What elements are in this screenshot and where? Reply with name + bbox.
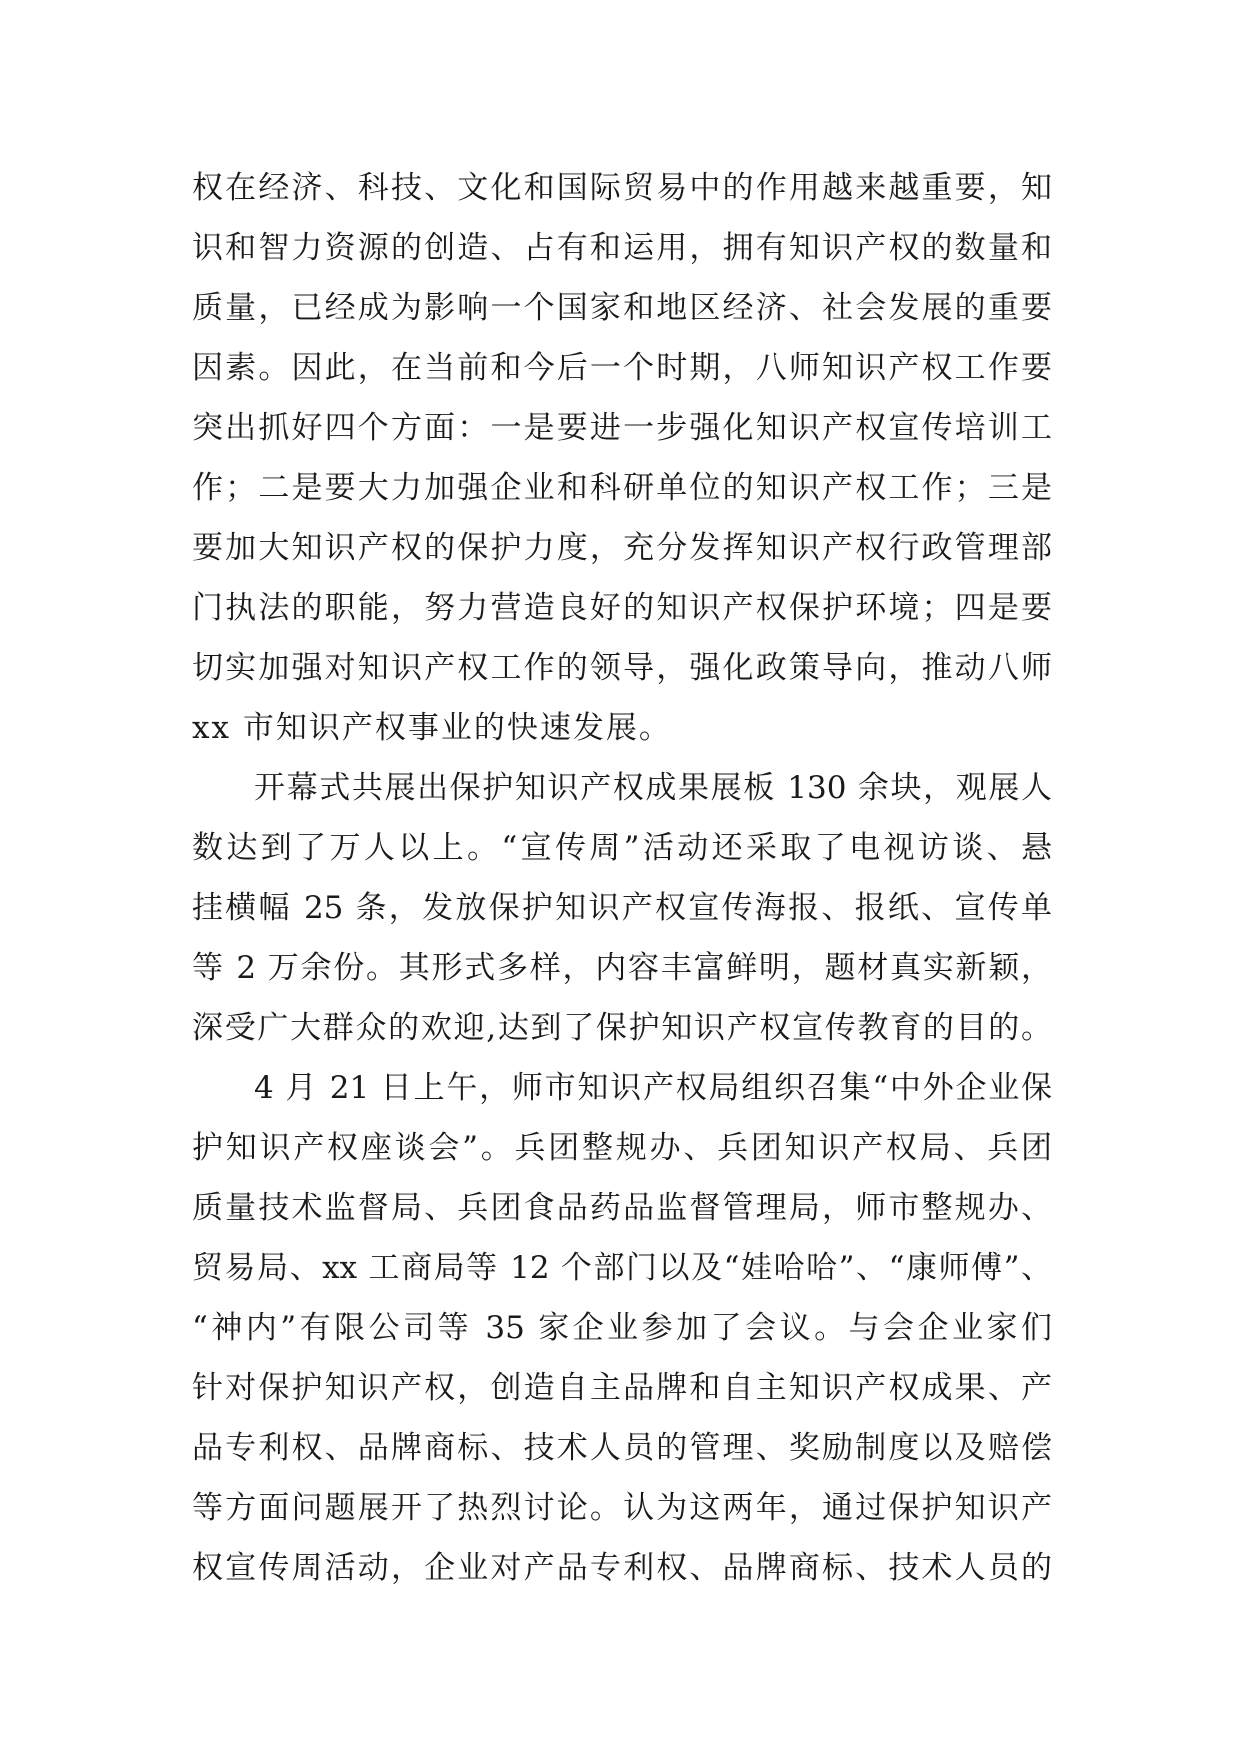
- text-line: 突出抓好四个方面：一是要进一步强化知识产权宣传培训工: [192, 410, 1052, 446]
- text-line: 4 月 21 日上午，师市知识产权局组织召集“中外企业保: [254, 1070, 1052, 1106]
- text-line: 要加大知识产权的保护力度，充分发挥知识产权行政管理部: [192, 530, 1052, 566]
- text-line: 品专利权、品牌商标、技术人员的管理、奖励制度以及赔偿: [192, 1430, 1052, 1466]
- text-line: 开幕式共展出保护知识产权成果展板 130 余块，观展人: [254, 770, 1052, 806]
- text-line: 等 2 万余份。其形式多样，内容丰富鲜明，题材真实新颖，: [192, 950, 1052, 986]
- text-line: 数达到了万人以上。“宣传周”活动还采取了电视访谈、悬: [192, 830, 1052, 866]
- paragraph: [192, 1058, 1052, 1598]
- text-line: 权宣传周活动，企业对产品专利权、品牌商标、技术人员的: [192, 1550, 1052, 1586]
- text-line: xx 市知识产权事业的快速发展。: [192, 710, 672, 746]
- text-line: 针对保护知识产权，创造自主品牌和自主知识产权成果、产: [192, 1370, 1052, 1406]
- text-line: 贸易局、xx 工商局等 12 个部门以及“娃哈哈”、“康师傅”、: [192, 1250, 1052, 1286]
- text-line: 护知识产权座谈会”。兵团整规办、兵团知识产权局、兵团: [192, 1130, 1052, 1166]
- text-line: 挂横幅 25 条，发放保护知识产权宣传海报、报纸、宣传单: [192, 890, 1052, 926]
- text-line: 质量，已经成为影响一个国家和地区经济、社会发展的重要: [192, 290, 1052, 326]
- paragraph: [192, 158, 1052, 758]
- text-line: 切实加强对知识产权工作的领导，强化政策导向，推动八师: [192, 650, 1052, 686]
- text-line: 权在经济、科技、文化和国际贸易中的作用越来越重要，知: [192, 170, 1052, 206]
- paragraph: [192, 758, 1052, 1058]
- text-line: 质量技术监督局、兵团食品药品监督管理局，师市整规办、: [192, 1190, 1052, 1226]
- text-line: 作；二是要大力加强企业和科研单位的知识产权工作；三是: [192, 470, 1052, 506]
- text-line: 门执法的职能，努力营造良好的知识产权保护环境；四是要: [192, 590, 1052, 626]
- text-line: 因素。因此，在当前和今后一个时期，八师知识产权工作要: [192, 350, 1052, 386]
- text-line: 等方面问题展开了热烈讨论。认为这两年，通过保护知识产: [192, 1490, 1052, 1526]
- text-line: 识和智力资源的创造、占有和运用，拥有知识产权的数量和: [192, 230, 1052, 266]
- text-line: 深受广大群众的欢迎,达到了保护知识产权宣传教育的目的。: [192, 1010, 1052, 1046]
- document-body: [192, 158, 1052, 1598]
- text-line: “神内”有限公司等 35 家企业参加了会议。与会企业家们: [192, 1310, 1052, 1346]
